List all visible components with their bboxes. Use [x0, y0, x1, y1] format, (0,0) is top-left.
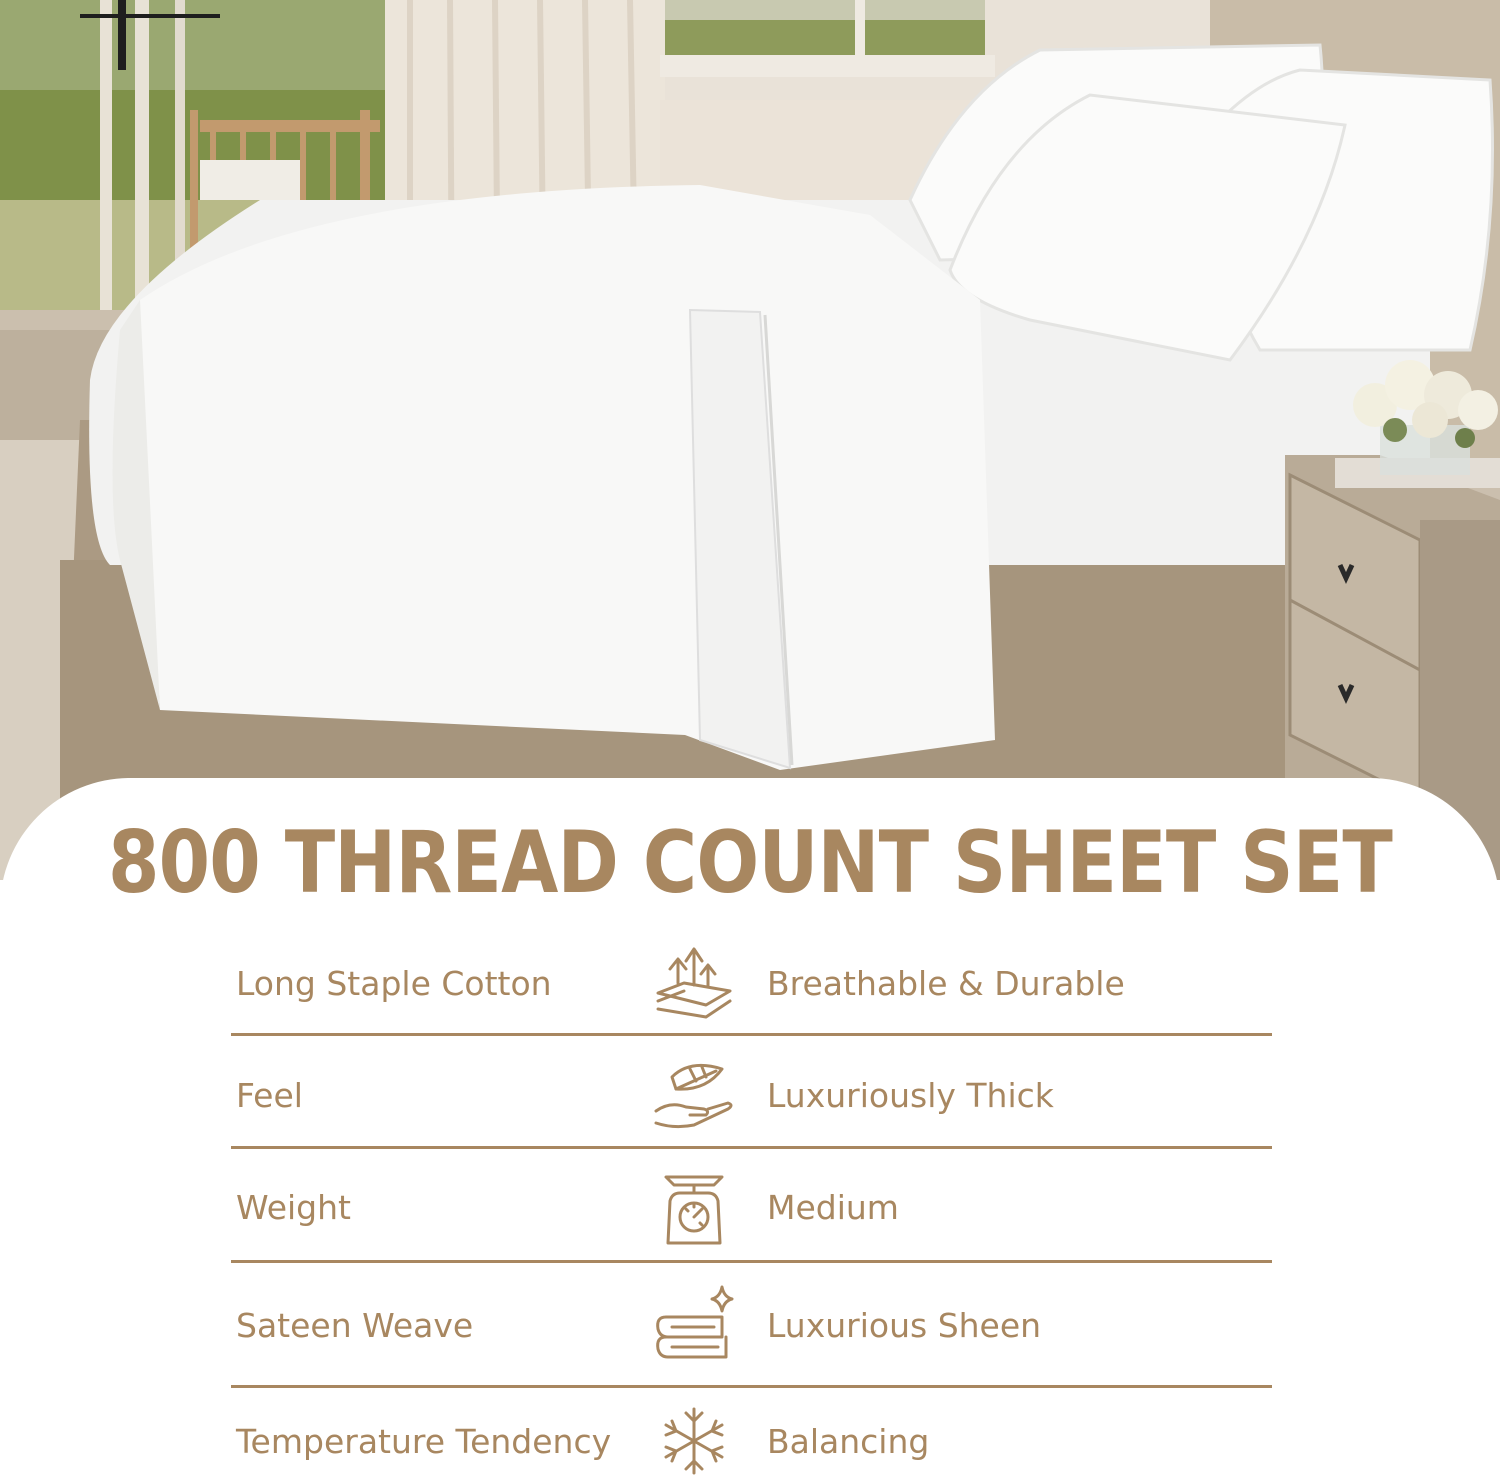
feature-label: Long Staple Cotton — [236, 963, 552, 1003]
feature-label: Feel — [236, 1075, 303, 1115]
divider — [231, 1260, 1272, 1263]
folded-towel-sparkle-icon — [650, 1285, 738, 1365]
divider — [231, 1146, 1272, 1149]
feature-value: Luxuriously Thick — [767, 1075, 1054, 1115]
feature-value: Luxurious Sheen — [767, 1305, 1042, 1345]
fabric-arrows-icon — [650, 943, 738, 1023]
hand-feather-icon — [650, 1055, 738, 1135]
feature-label: Temperature Tendency — [236, 1421, 612, 1461]
feature-row-temperature — [0, 1386, 1500, 1477]
divider — [231, 1033, 1272, 1036]
feature-value: Breathable & Durable — [767, 963, 1125, 1003]
scale-icon — [650, 1167, 738, 1247]
feature-row-cotton — [0, 928, 1500, 1038]
flat-sheet — [140, 185, 995, 770]
feature-label: Weight — [236, 1187, 351, 1227]
feature-row-weave — [0, 1270, 1500, 1380]
feature-row-weight — [0, 1152, 1500, 1262]
feature-row-feel — [0, 1040, 1500, 1150]
feature-value: Medium — [767, 1187, 899, 1227]
snowflake-icon — [650, 1401, 738, 1477]
feature-value: Balancing — [767, 1421, 930, 1461]
feature-label: Sateen Weave — [236, 1305, 474, 1345]
headline: 800 THREAD COUNT SHEET SET — [108, 813, 1392, 913]
